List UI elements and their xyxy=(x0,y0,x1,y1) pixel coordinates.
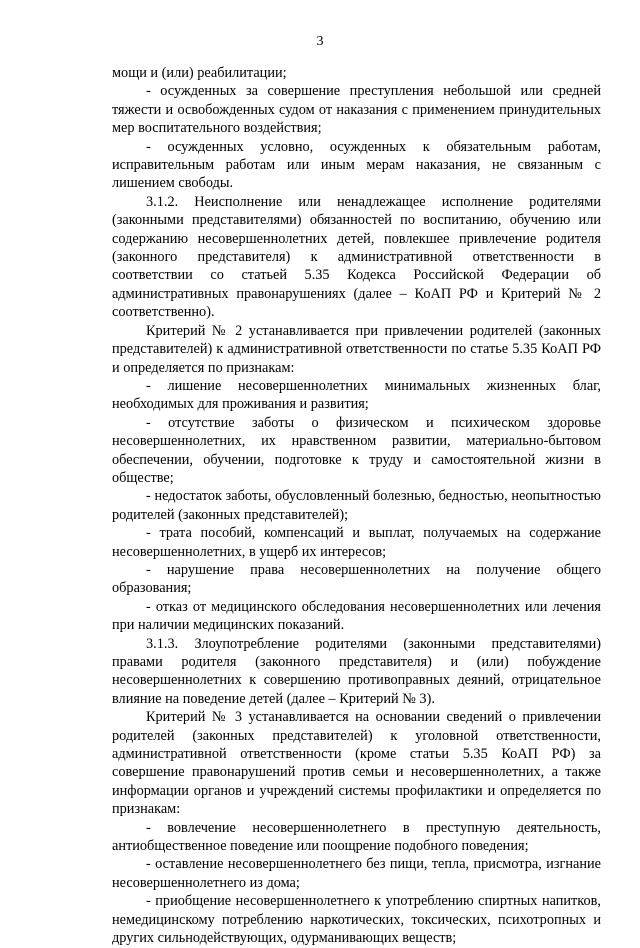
paragraph-continuation: мощи и (или) реабилитации; xyxy=(112,65,287,81)
list-item: - отсутствие заботы о физическом и психическом здоровье несовершеннолетних, их нравственном развитии, материально-бытовом обеспечении, обучении, подготовке к труду и самостоятельной жизни в обществе; xyxy=(112,414,601,486)
list-item: - лишение несовершеннолетних минимальных жизненных благ, необходимых для проживания и развития; xyxy=(112,377,601,413)
list-item: - осужденных за совершение преступления небольшой или средней тяжести и освобожденных судом от наказания с применением принудительных мер воспитательного воздействия; xyxy=(112,83,601,137)
section-paragraph: 3.1.3. Злоупотребление родителями (законными представителями) правами родителя (законного представителя) и (или) побуждение несовершеннолетних к совершению противоправных деяний, отрицательное влияние на поведение детей (далее – Критерий № 3). xyxy=(112,635,601,707)
section-paragraph: 3.1.2. Неисполнение или ненадлежащее исполнение родителями (законными представителями) обязанностей по воспитанию, обучению или содержанию несовершеннолетних детей, повлекшее привлечение родителя (законного представителя) к административной ответственности в соответствии со статьей 5.35 Кодекса Российской Федерации об административных правонарушениях (далее – КоАП РФ и Критерий № 2 соответственно). xyxy=(112,193,601,321)
document-body xyxy=(112,64,601,948)
paragraph: Критерий № 2 устанавливается при привлечении родителей (законных представителей) к административной ответственности по статье 5.35 КоАП РФ и определяется по признакам: xyxy=(112,322,601,376)
list-item: - приобщение несовершеннолетнего к употреблению спиртных напитков, немедицинскому потреблению наркотических, токсических, психотропных и других сильнодействующих, одурманивающих веществ; xyxy=(112,893,601,947)
list-item: - вовлечение несовершеннолетнего в преступную деятельность, антиобщественное поведение или поощрение подобного поведения; xyxy=(112,819,601,855)
list-item: - трата пособий, компенсаций и выплат, получаемых на содержание несовершеннолетних, в ущерб их интересов; xyxy=(112,525,601,560)
paragraph: Критерий № 3 устанавливается на основании сведений о привлечении родителей (законных представителей) к уголовной ответственности, административной ответственности (кроме статьи 5.35 КоАП РФ) за совершение правонарушений против семьи и несовершеннолетних, а также информации органов и учреждений системы профилактики и определяется по признакам: xyxy=(112,709,601,818)
list-item: - оставление несовершеннолетнего без пищи, тепла, присмотра, изгнание несовершеннолетнего из дома; xyxy=(112,856,601,891)
list-item: - недостаток заботы, обусловленный болезнью, бедностью, неопытностью родителей (законных представителей); xyxy=(112,488,601,523)
list-item: - отказ от медицинского обследования несовершеннолетних или лечения при наличии медицинских показаний. xyxy=(112,598,601,634)
list-item: - осужденных условно, осужденных к обязательным работам, исправительным работам или иным мерам наказания, не связанным с лишением свободы. xyxy=(112,138,601,192)
page-number: 3 xyxy=(316,34,324,49)
list-item: - нарушение права несовершеннолетних на получение общего образования; xyxy=(112,561,601,597)
